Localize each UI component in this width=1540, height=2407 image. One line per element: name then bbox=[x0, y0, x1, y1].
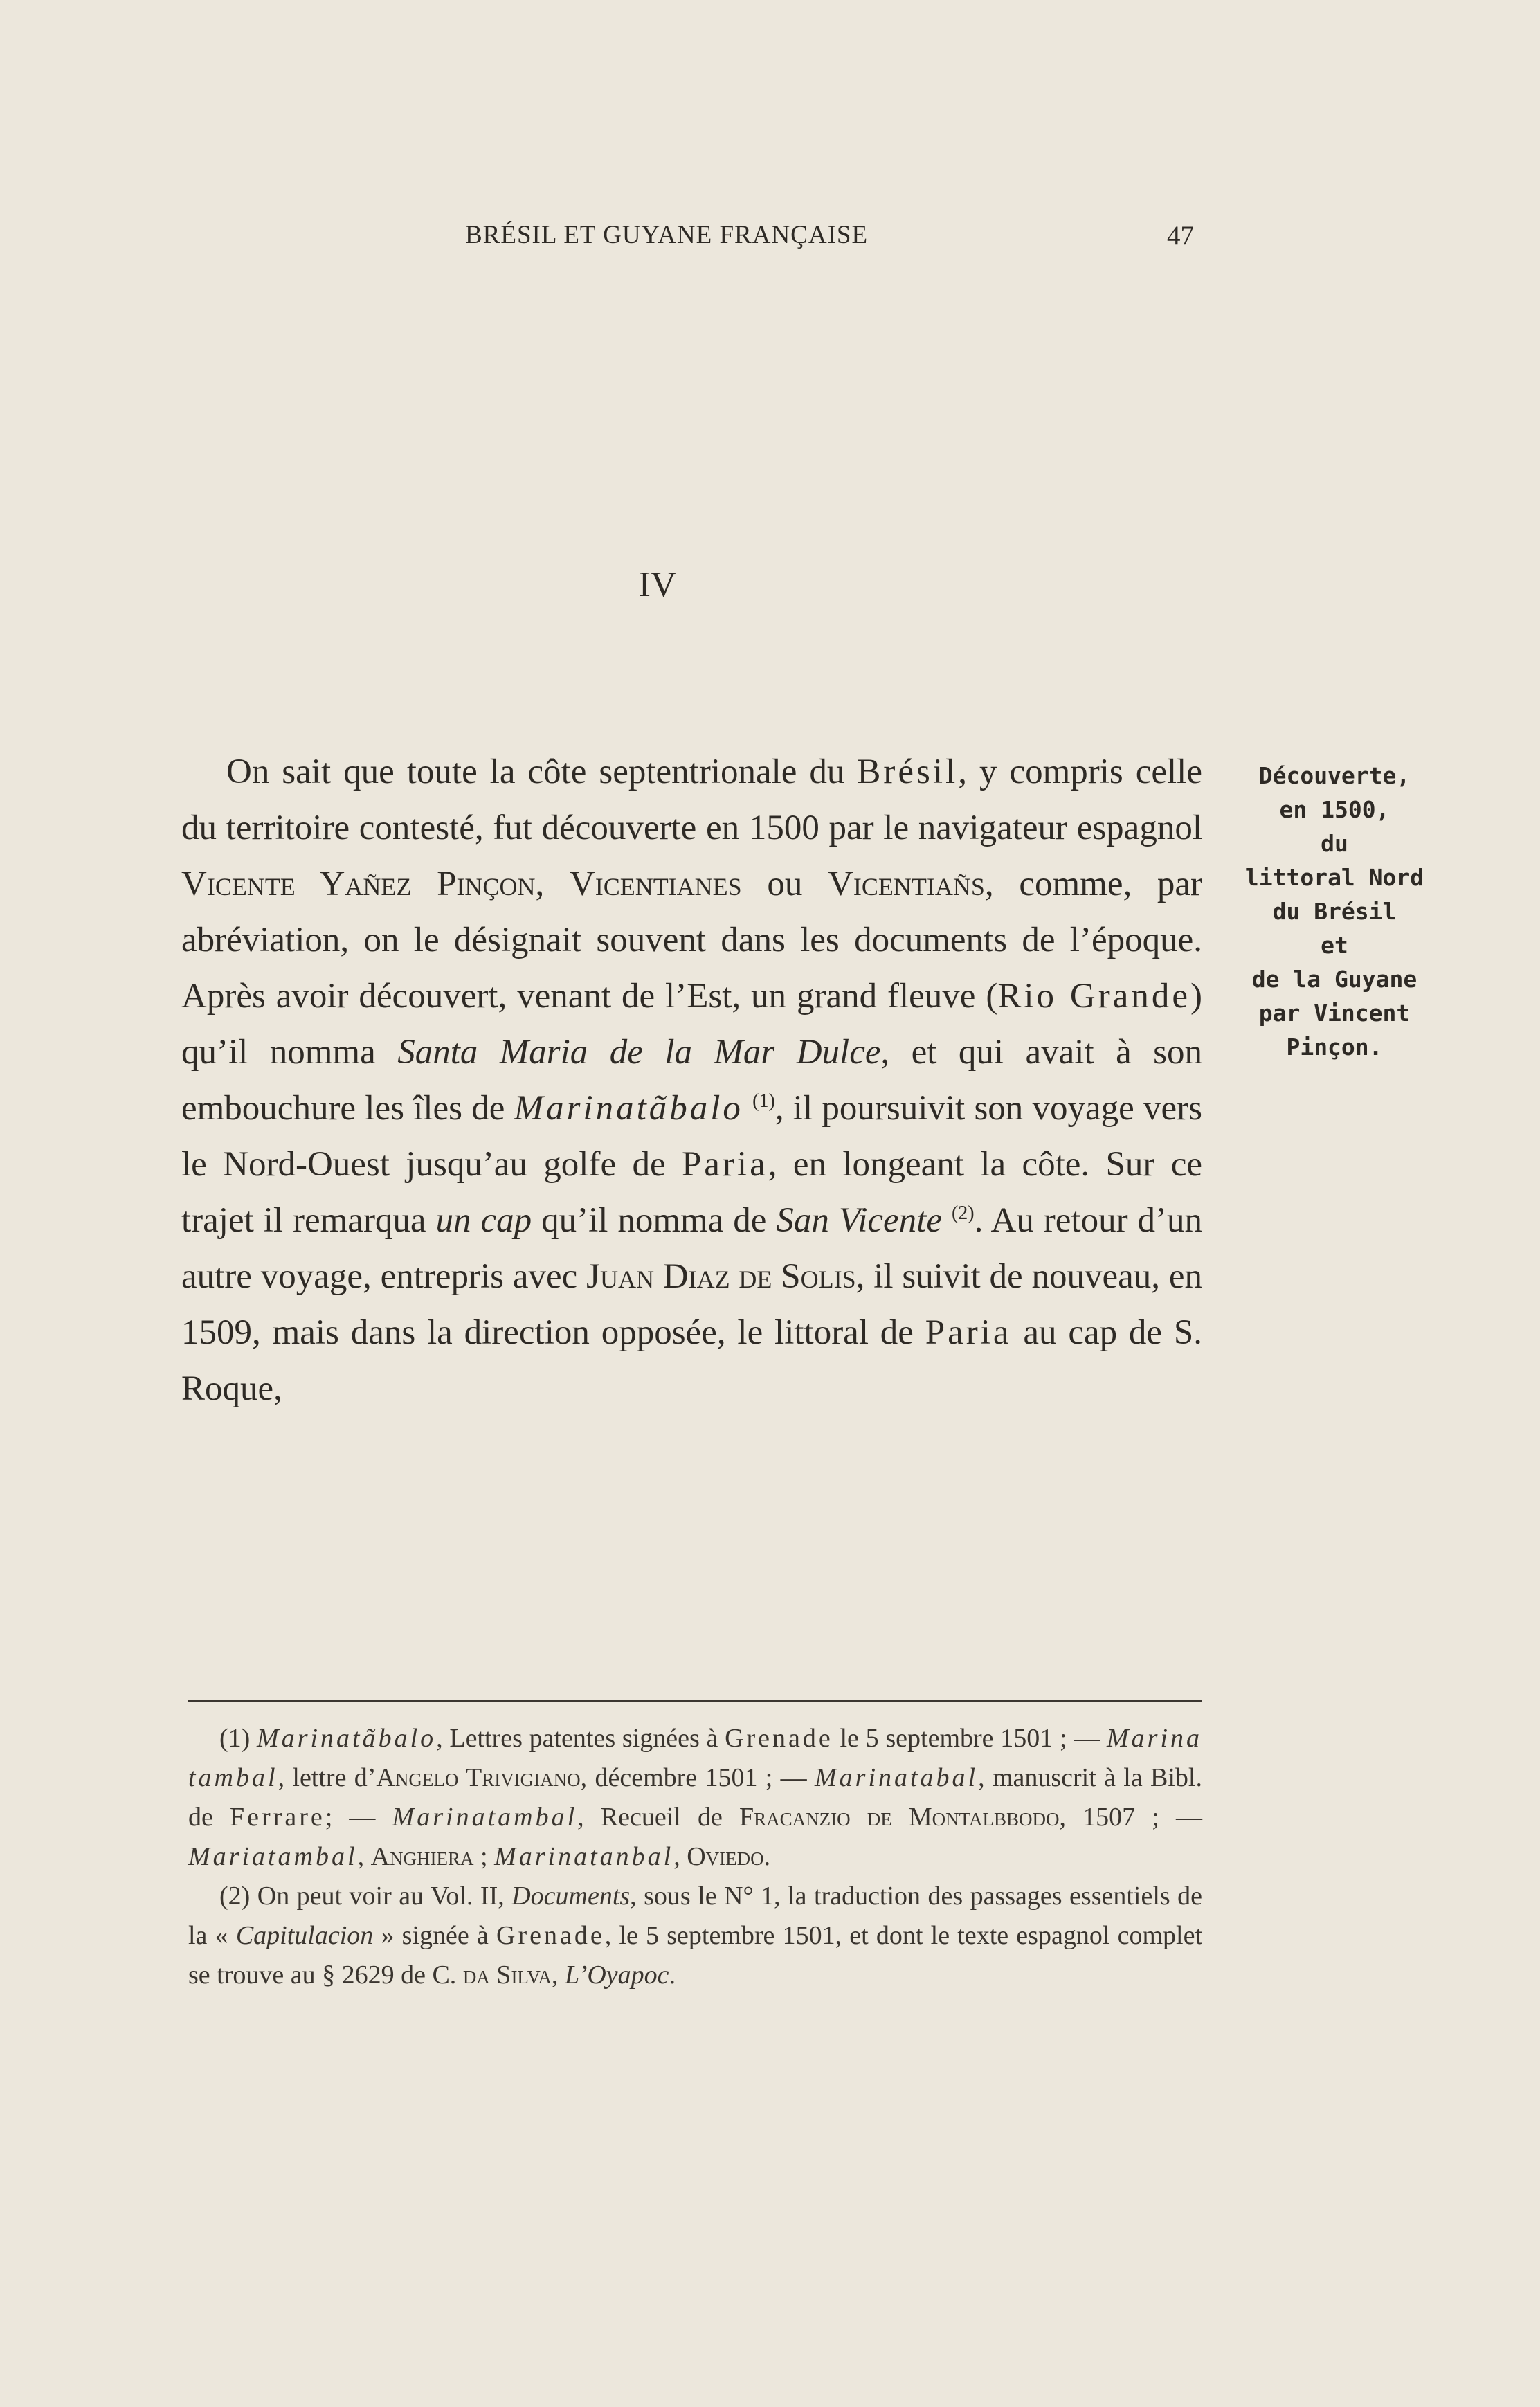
body-text: ou bbox=[741, 865, 828, 903]
body-text: , en longeant la côte. Sur ce trajet il remarqua bbox=[181, 1145, 1202, 1240]
footnote-text: L’Oyapoc bbox=[564, 1960, 669, 1990]
running-title: BRÉSIL ET GUYANE FRANÇAISE bbox=[465, 221, 869, 249]
footnote-text: Marinatabal bbox=[815, 1763, 979, 1792]
place-name: Rio Grande bbox=[997, 977, 1191, 1016]
footnote-text: , bbox=[673, 1842, 687, 1871]
footnote-text: , le 5 septembre 1501, et dont le texte espagnol complet se trouve au § 2629 de C. bbox=[188, 1921, 1202, 1990]
footnote-text: , manuscrit à la Bibl. de bbox=[188, 1763, 1202, 1832]
footnote-text: le 5 septembre 1501 ; — bbox=[833, 1724, 1107, 1753]
place-name: Marinatãbalo bbox=[514, 1089, 743, 1128]
margin-note-line: Pinçon. bbox=[1286, 1034, 1383, 1061]
body-text: , il poursuivit son voyage vers le Nord-Ouest jusqu’au golfe de bbox=[181, 1089, 1202, 1184]
footnote-text: , sous le N° 1, la traduction des passages essentiels de la « bbox=[188, 1882, 1202, 1950]
footnote-text: Angelo Trivigiano bbox=[376, 1763, 581, 1792]
footnote-ref: (2) bbox=[951, 1202, 975, 1224]
margin-note bbox=[1224, 759, 1445, 1064]
person-name: Vicentiañs bbox=[828, 865, 985, 903]
person-name: Vicente Yañez Pinçon bbox=[181, 865, 536, 903]
footnote-text: On peut voir au Vol. II, bbox=[250, 1882, 512, 1911]
footnote-text: , décembre 1501 ; — bbox=[580, 1763, 815, 1792]
footnote-1 bbox=[188, 1719, 1202, 1877]
footnote-text: , Recueil de bbox=[577, 1803, 739, 1832]
footnote-text: ; bbox=[473, 1842, 495, 1871]
margin-note-line: du Brésil bbox=[1272, 898, 1397, 925]
place-name: Santa Maria de la Mar Dulce bbox=[397, 1033, 881, 1072]
footnote-text: Ferrare bbox=[230, 1803, 325, 1832]
footnote-ref: (1) bbox=[752, 1090, 775, 1112]
footnote-text: Documents bbox=[511, 1882, 631, 1911]
footnote-text: Marinatanbal bbox=[494, 1842, 674, 1871]
footnote-text: Anghiera bbox=[370, 1842, 474, 1871]
body-text: . Au retour d’un autre voyage, entrepris avec bbox=[181, 1201, 1203, 1296]
footnote-text: Marinatãbalo bbox=[257, 1724, 437, 1753]
margin-note-line: littoral Nord bbox=[1244, 864, 1424, 891]
body-text: On sait que toute la côte septentrionale du bbox=[226, 752, 858, 791]
footnote-mark: (1) bbox=[219, 1724, 251, 1753]
footnote-text: da Silva bbox=[462, 1960, 552, 1990]
footnote-text: Fracanzio de Montalbbodo bbox=[739, 1803, 1060, 1832]
footnote-text: , 1507 ; — bbox=[1059, 1803, 1202, 1832]
place-name: Brésil bbox=[857, 752, 959, 791]
footnote-text: Mariatambal bbox=[188, 1842, 358, 1871]
footnote-text: , bbox=[357, 1842, 371, 1871]
body-text: ) qu’il nomma bbox=[181, 977, 1203, 1072]
footnote-text: , Lettres patentes signées à bbox=[436, 1724, 725, 1753]
main-paragraph bbox=[181, 744, 1202, 1417]
footnote-divider bbox=[188, 1700, 1202, 1702]
footnotes bbox=[188, 1719, 1202, 1995]
footnote-text: » signée à bbox=[373, 1921, 497, 1950]
body-text: , comme, par abréviation, on le désignait souvent dans les documents de l’époque. Après avoir découvert, venant de l’Est, un grand fleuve ( bbox=[181, 865, 1203, 1016]
footnote-text: , lettre d’ bbox=[278, 1763, 377, 1792]
footnote-text: Capitulacion bbox=[235, 1921, 374, 1950]
margin-note-line: en 1500, bbox=[1279, 796, 1390, 823]
margin-note-line: du bbox=[1321, 830, 1348, 857]
footnote-text: . bbox=[669, 1960, 676, 1990]
page-number: 47 bbox=[1167, 221, 1194, 251]
body-text: qu’il nomma de bbox=[532, 1201, 777, 1240]
footnote-text: , bbox=[551, 1960, 565, 1990]
running-header bbox=[0, 220, 1540, 262]
footnote-2 bbox=[188, 1877, 1202, 1995]
margin-note-line: par Vincent bbox=[1258, 1000, 1411, 1027]
footnote-mark: (2) bbox=[219, 1882, 251, 1911]
body-text: , il suivit de nouveau, en 1509, mais dans la direction opposée, le littoral de bbox=[181, 1257, 1202, 1352]
body-text: , y compris celle du territoire contesté, fut découverte en 1500 par le navigateur espagnol bbox=[181, 752, 1202, 847]
place-name: Paria bbox=[681, 1145, 768, 1184]
place-name: Paria bbox=[925, 1313, 1012, 1352]
person-name: Vicentianes bbox=[569, 865, 742, 903]
footnote-text: Marina tambal bbox=[188, 1724, 1203, 1792]
emphasis: un cap bbox=[435, 1201, 532, 1240]
margin-note-line: de la Guyane bbox=[1251, 966, 1417, 993]
footnote-text: . bbox=[763, 1842, 771, 1871]
person-name: Juan Diaz de Solis bbox=[586, 1257, 856, 1296]
body-text: au cap de S. Roque, bbox=[181, 1313, 1202, 1408]
body-text: , et qui avait à son embouchure les îles de bbox=[181, 1033, 1202, 1128]
place-name: San Vicente bbox=[776, 1201, 942, 1240]
footnote-text: Marinatambal bbox=[392, 1803, 578, 1832]
margin-note-line: et bbox=[1321, 932, 1348, 959]
body-text: , bbox=[535, 865, 570, 903]
footnote-text: Grenade bbox=[725, 1724, 833, 1753]
footnote-text: Oviedo bbox=[687, 1842, 764, 1871]
footnote-text: ; — bbox=[325, 1803, 392, 1832]
section-numeral: IV bbox=[638, 565, 677, 604]
footnote-text: Grenade bbox=[496, 1921, 605, 1950]
margin-note-line: Découverte, bbox=[1258, 762, 1411, 789]
